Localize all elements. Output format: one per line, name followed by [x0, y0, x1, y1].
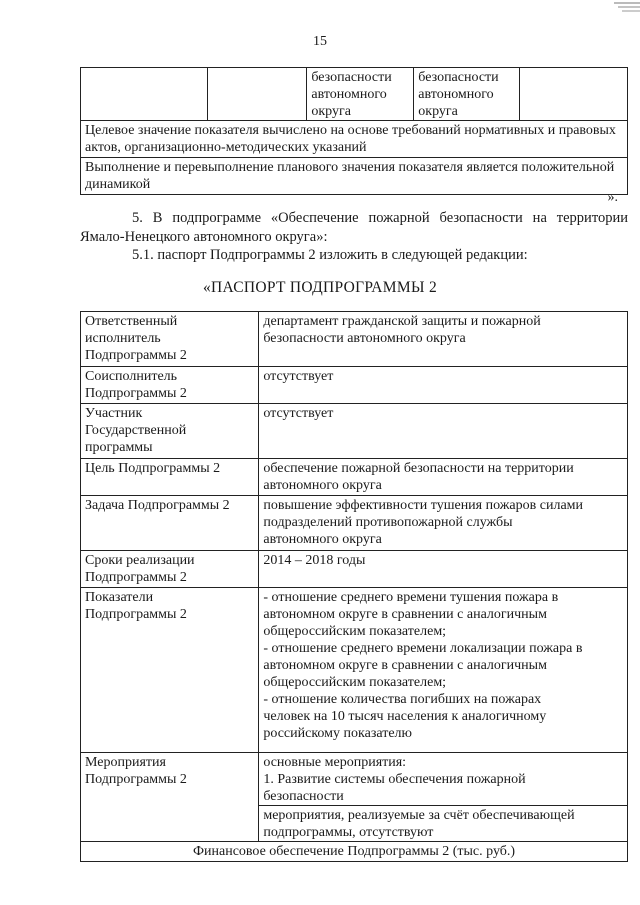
cell-text: Задача Подпрограммы 2	[85, 498, 230, 513]
passport-value-cell	[259, 312, 628, 367]
cell-text: округа	[418, 104, 458, 119]
passport-label-cell	[81, 551, 259, 588]
cell-text: безопасности автономного округа	[263, 331, 466, 346]
cell-text: 1. Развитие системы обеспечения пожарной	[263, 772, 526, 787]
passport-table	[80, 311, 628, 862]
passport-label-cell	[81, 496, 259, 551]
cell-text: человек на 10 тысяч населения к аналогичному	[263, 709, 547, 724]
cell-text: отсутствует	[263, 406, 334, 421]
passport-value-cell	[259, 367, 628, 404]
cell-text: Государственной	[85, 423, 187, 438]
passport-label-cell	[81, 312, 259, 367]
cell-text: 2014 – 2018 годы	[263, 553, 366, 568]
cell-text: автономном округе в сравнении с аналогичным	[263, 658, 547, 673]
passport-value-cell	[259, 459, 628, 496]
cell-text: автономного	[311, 87, 387, 102]
finance-header: Финансовое обеспечение Подпрограммы 2 (тыс. руб.)	[81, 842, 628, 862]
passport-label-cell	[81, 753, 259, 842]
cell-text: Участник	[85, 406, 143, 421]
cell-text: Подпрограммы 2	[85, 570, 187, 585]
indicator-table-continuation	[80, 67, 628, 195]
table-row	[81, 367, 628, 404]
passport-label-cell	[81, 588, 259, 753]
cell-text: Подпрограммы 2	[85, 386, 187, 401]
cell-text: общероссийским показателем;	[263, 675, 447, 690]
table-row	[81, 459, 628, 496]
closing-quote: ».	[607, 190, 618, 205]
cell-text: округа	[311, 104, 351, 119]
table-row	[81, 404, 628, 459]
cell-text: безопасности	[418, 70, 499, 85]
passport-label-cell	[81, 404, 259, 459]
table-cell	[207, 68, 307, 121]
cell-text: автономного округа	[263, 532, 382, 547]
cell-text: Сроки реализации	[85, 553, 195, 568]
passport-label-cell	[81, 367, 259, 404]
cell-text: основные мероприятия:	[263, 755, 407, 770]
cell-text: - отношение среднего времени локализации пожара в	[263, 641, 583, 656]
cell-text: обеспечение пожарной безопасности на территории	[263, 461, 574, 476]
table-cell	[307, 68, 414, 121]
cell-text: повышение эффективности тушения пожаров силами	[263, 498, 584, 513]
cell-text: мероприятия, реализуемые за счёт обеспечивающей	[263, 808, 575, 823]
passport-value-cell	[259, 806, 628, 842]
table-cell	[520, 68, 628, 121]
passport-value-cell	[259, 496, 628, 551]
table-row	[81, 121, 628, 158]
passport-value-cell	[259, 588, 628, 753]
cell-text: отсутствует	[263, 369, 334, 384]
cell-text: Подпрограммы 2	[85, 607, 187, 622]
passport-label-cell	[81, 459, 259, 496]
page-number: 15	[313, 34, 327, 49]
corner-scan-mark	[612, 0, 640, 14]
table-row	[81, 588, 628, 753]
cell-text: программы	[85, 440, 153, 455]
cell-text: - отношение количества погибших на пожарах	[263, 692, 542, 707]
table-row	[81, 68, 628, 121]
passport-value-cell	[259, 404, 628, 459]
table-cell	[414, 68, 520, 121]
cell-text: российскому показателю	[263, 726, 412, 741]
paragraph-5: 5. В подпрограмме «Обеспечение пожарной безопасности на территории Ямало-Ненецкого автономного округа»:	[80, 210, 628, 245]
cell-text: - отношение среднего времени тушения пожара в	[263, 590, 559, 605]
paragraph-5-1: 5.1. паспорт Подпрограммы 2 изложить в следующей редакции:	[132, 247, 528, 263]
cell-text: Мероприятия	[85, 755, 166, 770]
indicator-note: Выполнение и перевыполнение планового значения показателя является положительной динамикой	[81, 158, 628, 195]
cell-text: автономном округе в сравнении с аналогичным	[263, 607, 547, 622]
passport-title: «ПАСПОРТ ПОДПРОГРАММЫ 2	[202, 279, 438, 296]
cell-text: автономного округа	[263, 478, 382, 493]
cell-text: Подпрограммы 2	[85, 348, 187, 363]
cell-text: общероссийским показателем;	[263, 624, 447, 639]
cell-text: Показатели	[85, 590, 154, 605]
cell-text: Подпрограммы 2	[85, 772, 187, 787]
cell-text: автономного	[418, 87, 494, 102]
cell-text: Цель Подпрограммы 2	[85, 461, 221, 476]
passport-value-cell	[259, 551, 628, 588]
cell-text: Соисполнитель	[85, 369, 178, 384]
cell-text: исполнитель	[85, 331, 161, 346]
table-cell	[81, 68, 208, 121]
cell-text: безопасности	[311, 70, 392, 85]
table-row	[81, 753, 628, 806]
indicator-note: Целевое значение показателя вычислено на основе требований нормативных и правовых актов, организационно-методических указаний	[81, 121, 628, 158]
cell-text: безопасности	[263, 789, 344, 804]
cell-text: Ответственный	[85, 314, 178, 329]
table-row	[81, 312, 628, 367]
table-row	[81, 551, 628, 588]
cell-text: департамент гражданской защиты и пожарной	[263, 314, 541, 329]
passport-value-cell	[259, 753, 628, 806]
table-row	[81, 496, 628, 551]
table-row	[81, 158, 628, 195]
cell-text: подразделений противопожарной службы	[263, 515, 513, 530]
cell-text: подпрограммы, отсутствуют	[263, 825, 434, 840]
table-row	[81, 842, 628, 862]
